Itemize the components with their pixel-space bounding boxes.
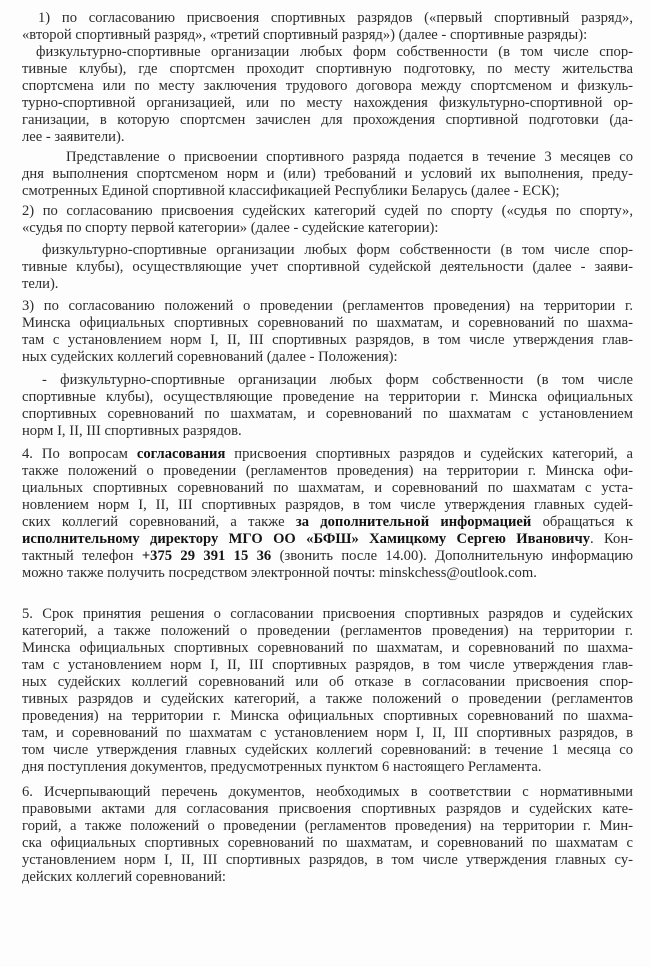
text-line: физкультурно-спортивные организации любых форм собственности (в том числе спор-	[36, 44, 633, 60]
text-line: смотренных Единой спортивной классификацией Республики Беларусь (далее - ЕСК);	[22, 183, 560, 199]
text-line	[22, 548, 633, 565]
text-line: тивные клубы), осуществляющие учет спортивной судейской деятельности (далее - заяви-	[22, 259, 633, 275]
text-line: также положений о проведении (регламентов проведения) на территории г. Минска офи-	[22, 463, 633, 479]
text-line: спортсмена или по месту заключения трудового договора между спортсменом и физкуль-	[22, 78, 633, 94]
text-span: . Кон-	[590, 531, 633, 547]
text-line: 5. Срок принятия решения о согласовании присвоения спортивных разрядов и судейских	[22, 606, 633, 622]
text-line: дня выполнения спортсменом норм и (или) требований и условий их выполнения, преду-	[22, 166, 633, 182]
text-line: проведения) на территории г. Минска официальных спортивных соревнований по шахма-	[22, 708, 633, 724]
text-line: 1) по согласованию присвоения спортивных разрядов («первый спортивный разряд»,	[38, 10, 633, 26]
text-line: там с установлением норм I, II, III спортивных разрядов, в том числе утверждения глав-	[22, 332, 633, 348]
text-line: ска официальных спортивных соревнований по шахматам, и соревнований по шахматам с	[22, 835, 633, 851]
text-line: установлением норм I, II, III спортивных разрядов, в том числе утверждения главных су-	[22, 852, 633, 868]
text-line: спортивных соревнований по шахматам, и соревнований по шахматам с установлением	[22, 406, 633, 422]
text-line: 2) по согласованию присвоения судейских категорий судей по спорту («судья по спорту»,	[22, 203, 633, 219]
text-line: 6. Исчерпывающий перечень документов, необходимых в соответствии с нормативными	[22, 784, 633, 800]
text-span: присвоения спортивных разрядов и судейских категорий, а	[225, 446, 634, 462]
text-line: Представление о присвоении спортивного разряда подается в течение 3 месяцев со	[66, 149, 633, 165]
text-line: новлением норм I, II, III спортивных разрядов, в том числе утверждения главных судей-	[22, 497, 633, 513]
text-line: ганизации, в которую спортсмен зачислен для прохождения спортивной подготовки (да-	[22, 112, 633, 128]
director-name: исполнительному директору МГО ОО «БФШ» Хамицкому Сергею Ивановичу	[22, 531, 590, 547]
text-span: тактный телефон	[22, 548, 142, 564]
text-line: горий, а также положений о проведении (регламентов проведения) на территории г. Мин-	[22, 818, 633, 834]
text-line: тели).	[22, 276, 59, 292]
text-line: дня поступления документов, предусмотренных пунктом 6 настоящего Регламента.	[22, 759, 542, 775]
bold-text: за дополнительной информацией	[295, 514, 532, 530]
text-line	[22, 514, 633, 531]
phone-number: +375 29 391 15 36	[141, 548, 272, 564]
text-span: 4. По вопросам	[22, 446, 137, 462]
text-line: 3) по согласованию положений о проведении (регламентов проведения) на территории г.	[22, 298, 633, 314]
text-line: турно-спортивной организацией, или по месту нахождения физкультурно-спортивной ор-	[22, 95, 633, 111]
text-line: ных судейских коллегий соревнований или об отказе в согласовании присвоения спор-	[22, 674, 633, 690]
text-line: там с установлением норм I, II, III спортивных разрядов, в том числе утверждения глав-	[22, 657, 633, 673]
text-line: том числе утверждения главных судейских коллегий соревнований: в течение 1 месяца со	[22, 742, 633, 758]
text-line: «второй спортивный разряд», «третий спортивный разряд») (далее - спортивные разряды):	[22, 27, 588, 43]
text-line	[22, 446, 633, 463]
text-line: дейских коллегий соревнований:	[22, 869, 226, 885]
text-line: ных судейских коллегий соревнований (далее - Положения):	[22, 349, 398, 365]
text-line: там, и соревнований по шахматам с установлением норм I, II, III спортивных разрядов, в	[22, 725, 633, 741]
text-line: тивные клубы), где спортсмен проходит спортивную подготовку, по месту жительства	[22, 61, 633, 77]
text-line	[22, 531, 633, 548]
text-line: - физкультурно-спортивные организации любых форм собственности (в том числе	[42, 372, 633, 388]
text-line: норм I, II, III спортивных разрядов.	[22, 423, 242, 439]
text-line: тивных разрядов и судейских категорий, а также положений о проведении (регламентов	[22, 691, 633, 707]
text-line: лее - заявители).	[22, 129, 125, 145]
email-line: можно также получить посредством электронной почты: minskchess@outlook.com.	[22, 565, 537, 581]
text-line: Минска официальных спортивных соревнований по шахматам, и соревнований по шахма-	[22, 640, 633, 656]
text-line: циальных спортивных соревнований по шахматам, и соревнований по шахматам с уста-	[22, 480, 633, 496]
text-span: обращаться к	[531, 514, 633, 530]
text-line: правовыми актами для согласования присвоения спортивных разрядов и судейских кате-	[22, 801, 633, 817]
text-line: Минска официальных спортивных соревнований по шахматам, и соревнований по шахма-	[22, 315, 633, 331]
text-line: физкультурно-спортивные организации любых форм собственности (в том числе спор-	[42, 242, 633, 258]
text-span: (звонить после 14.00). Дополнительную информацию	[271, 548, 633, 564]
text-line: «судья по спорту первой категории» (далее - судейские категории):	[22, 220, 439, 236]
text-line: спортивные клубы), осуществляющие проведение на территории г. Минска официальных	[22, 389, 633, 405]
text-line: категорий, а также положений о проведении (регламентов проведения) на территории г.	[22, 623, 633, 639]
text-span: ских коллегий соревнований, а также	[22, 514, 296, 530]
bold-text: согласования	[136, 446, 226, 462]
